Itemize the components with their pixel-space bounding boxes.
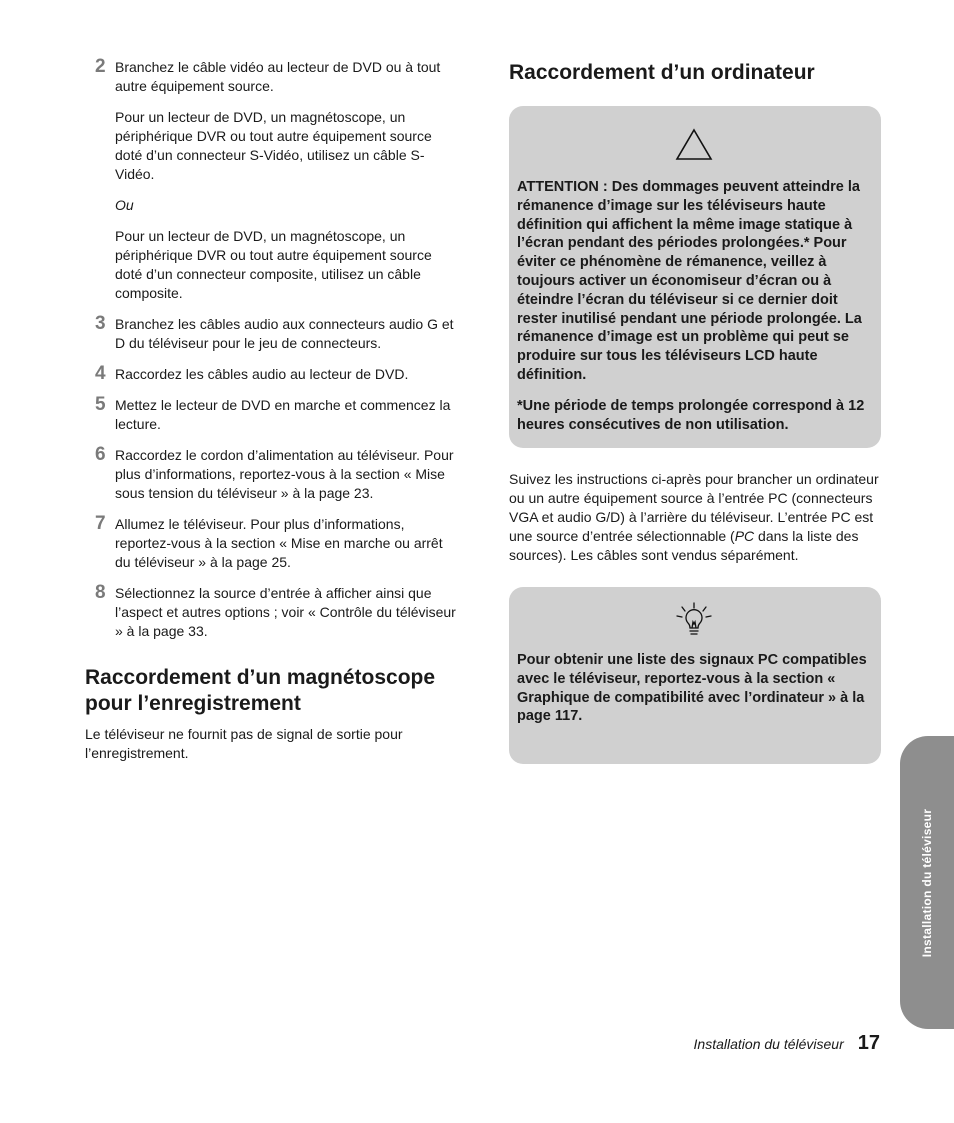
step-7 [85,515,457,572]
side-tab-label: Installation du téléviseur [920,808,934,957]
tip-box [509,587,881,764]
step-text: Raccordez les câbles audio au lecteur de DVD. [115,366,409,382]
step-number: 6 [95,444,106,465]
step-text: Branchez les câbles audio aux connecteurs audio G et D du téléviseur pour le jeu de connecteurs. [115,316,454,351]
step-text: Raccordez le cordon d’alimentation au téléviseur. Pour plus d’informations, reportez-vous à la section « Mise sous tension du téléviseur » à la page 23. [115,447,454,501]
step-extra: Pour un lecteur de DVD, un magnétoscope, un périphérique DVR ou tout autre équipement source doté d’un connecteur composite, utilisez un câble composite. [115,228,432,301]
page-number: 17 [857,1032,880,1054]
lightbulb-icon [517,601,871,641]
left-column [85,58,457,763]
section-body-computer: Suivez les instructions ci-après pour brancher un ordinateur ou un autre équipement source à l’entrée PC (connecteurs VGA et audio G/D) à l’arrière du téléviseur. L’entrée PC est une source d’entrée sélectionnable (PC dans la liste des sources). Les câbles sont vendus séparément. [509,471,879,563]
caution-note: *Une période de temps prolongée correspond à 12 heures consécutives de non utilisation. [517,397,865,433]
step-3 [85,315,457,353]
caution-box [509,106,881,448]
step-text: Mettez le lecteur de DVD en marche et commencez la lecture. [115,397,451,432]
step-number: 3 [95,313,106,334]
step-number: 7 [95,513,106,534]
section-body-vcr: Le téléviseur ne fournit pas de signal de sortie pour l’enregistrement. [85,726,403,761]
section-heading-computer: Raccordement d’un ordinateur [509,61,815,84]
side-tab [900,736,954,1029]
step-4 [85,365,457,384]
step-extra-or: Ou [115,197,134,213]
step-text: Allumez le téléviseur. Pour plus d’informations, reportez-vous à la section « Mise en marche ou arrêt du téléviseur » à la page 25. [115,516,443,570]
section-heading-vcr: Raccordement d’un magnétoscope pour l’enregistrement [85,666,436,715]
step-text: Branchez le câble vidéo au lecteur de DVD ou à tout autre équipement source. [115,59,441,94]
caution-text: ATTENTION : Des dommages peuvent atteindre la rémanence d’image sur les téléviseurs haute définition qui affichent la même image statique à l’écran pendant des périodes prolongées.* Pour éviter ce phénomène de rémanence, veillez à toujours activer un économiseur d’écran ou à éteindre l’écran du téléviseur si ce dernier doit rester inutilisé pendant une période prolongée. La rémanence d’image est un problème qui peut se produire sur tous les téléviseurs LCD haute définition. [517,179,862,383]
step-extra: Pour un lecteur de DVD, un magnétoscope, un périphérique DVR ou tout autre équipement source doté d’un connecteur S-Vidéo, utilisez un câble S-Vidéo. [115,109,432,182]
step-text: Sélectionnez la source d’entrée à afficher ainsi que l’aspect et autres options ; voir « Contrôle du téléviseur » à la page 33. [115,585,456,639]
page-footer [694,1032,880,1055]
right-column [509,60,881,764]
step-8 [85,584,457,641]
warning-triangle-icon [517,128,871,168]
tip-text: Pour obtenir une liste des signaux PC compatibles avec le téléviseur, reportez-vous à la section « Graphique de compatibilité avec l’ordinateur » à la page 117. [517,652,867,725]
step-2 [85,58,457,303]
step-5 [85,396,457,434]
step-6 [85,446,457,503]
step-number: 4 [95,363,106,384]
footer-title: Installation du téléviseur [693,1036,844,1052]
step-number: 2 [95,56,106,77]
step-number: 5 [95,394,106,415]
step-number: 8 [95,582,106,603]
